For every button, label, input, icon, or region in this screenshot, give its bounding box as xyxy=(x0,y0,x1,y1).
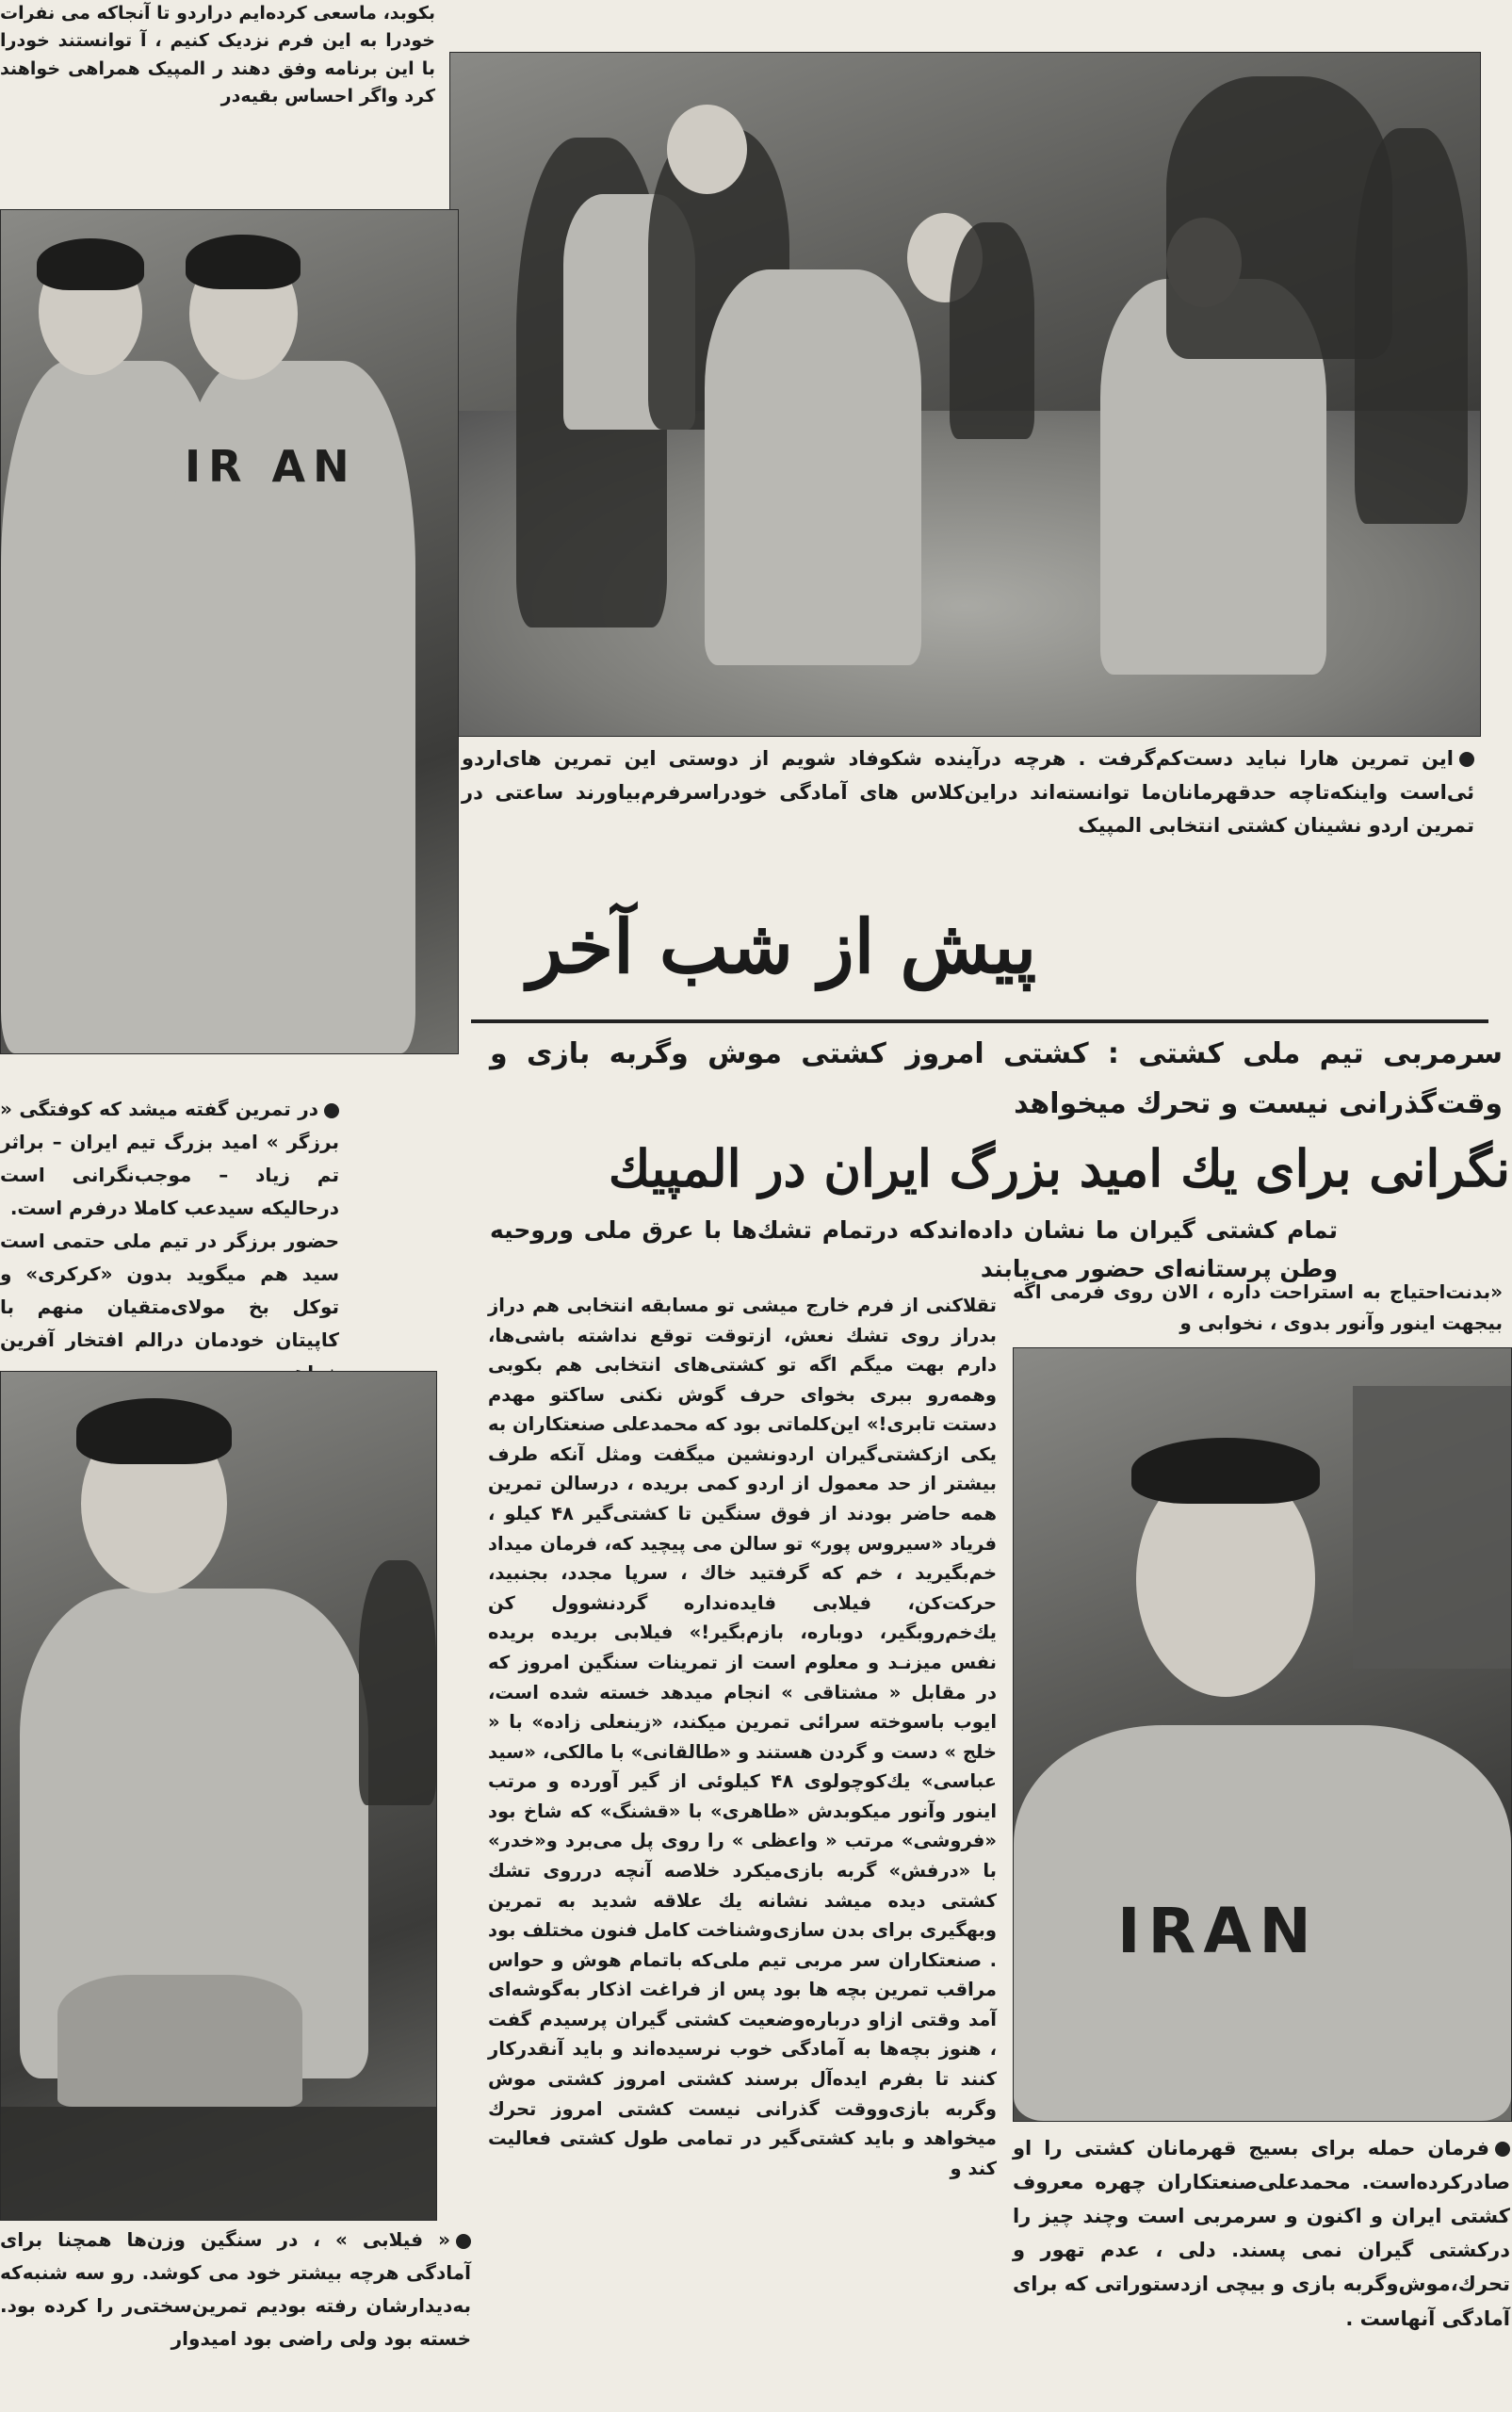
headline-rule xyxy=(471,1019,1488,1023)
photo4-caption xyxy=(1013,2131,1510,2404)
bullet-icon xyxy=(1459,752,1474,767)
bullet-icon xyxy=(324,1103,339,1118)
photo1-caption xyxy=(462,742,1474,846)
headline: پیش از شب آخر xyxy=(527,904,1037,990)
right-column-top: «بدنت‌احتیاج به استراحت داره ، الان روی فرمی اگه بیجهت اینور وآنور بدوی ، نخوابی و xyxy=(1013,1280,1503,1334)
body-column: تقلاکنی از فرم خارج میشی تو مسابقه انتخابی هم دراز بدراز روی تشك نعش، ازتوقت توقع نداشته باشی‌ها، دارم بهت میگم اگه تو کشتی‌های انتخابی هم بکوبی وهمه‌رو ببری بخوای حرف گوش نکنی ساکتو مهدم دستت تابری‌!» این‌کلماتی بود که محمدعلی صنعتکاران به یکی ازکشتی‌گیران اردونشین میگفت ومثل آنکه طرف بیشتر از حد معمول از اردو کمی بریده ، درسالن تمرین همه حاضر بودند از فوق سنگین تا کشتی‌گیر ۴۸ کیلو ، فریاد «سیروس پور» تو سالن می پیچید که، فرمان میداد خم‌بگیرید ، خم که گرفتید خاك ، سرپا مجدد، بجنبید، حرکت‌کن، فیلابی فایده‌نداره گردنشوول کن یك‌خم‌روبگیر، دوباره، بازم‌بگیر!» فیلابی بریده بریده نفس میزنـد و معلوم است از تمرینات سنگین امروز که در مقابل « مشتاقی » انجام میدهد خسته شده است، ایوب باسوخته سرائی تمرین میکند، «زینعلی زاده» با « خلج » دست و گردن هستند و «طالقانی» با مالکی، «سید عباسی» یك‌کوچولوی ۴۸ کیلوئی از گیر آورده و مرتب اینور وآنور میکوبدش «طاهری» با «قشنگ» که شاخ بود «فروشی» مرتب « واعظی » را روی پل می‌برد و«خدر» با «درفش» گربه بازی‌میکرد خلاصه آنچه درروی تشك کشتی دیده میشد نشانه یك علاقه شدید به تمرین وبهگیری برای بدن سازی‌وشناخت کامل فنون مختلف بود . صنعتکاران سر مربی تیم ملی‌که باتمام هوش و حواس مراقب تمرین بچه ها بود پس از فراغت اذکار به‌گوشه‌ای آمد وقتی ازاو درباره‌وضعیت کشتی گیران پرسیدم گفت ، هنوز بچه‌ها به آمادگی خوب نرسیده‌اند و باید آنقدر‌کار کنند تا بفرم‌ ایده‌آل برسند کشتی امروز کشتی موش وگربه بازی‌ووقت گذرانی نیست کشتی امروز تحرك میخواهد و باید کشتی‌گیر در تمامی طول کشتی فعالیت کند و xyxy=(488,1295,997,2179)
photo-head-coach xyxy=(1013,1347,1512,2122)
photo-heavyweight-wrestler xyxy=(0,1371,437,2221)
subhead-coach-quote: سرمربی تیم ملی کشتی : کشتی امروز کشتی موش وگربه بازی و وقت‌گذرانی نیست و تحرك میخواهد xyxy=(490,1037,1503,1120)
photo3-caption-text: « فیلابی » ، در سنگین وزن‌ها همچنا برای آمادگی هرچه بیشتر خود می کوشد. رو سه شنبه‌که به‌دیدارشان رفته بودیم تمرین‌سختی‌ر را کرده بود. خسته بود ولی راضی بود امیدوار xyxy=(0,2228,471,2350)
bullet-icon xyxy=(456,2234,471,2249)
bullet-icon xyxy=(1495,2142,1510,2157)
top-left-paragraph: بکوبد، ماسعی کرده‌ایم دراردو تا آنجاکه می نفرات خودرا به این فرم نزدیک کنیم ، آ توانستند خودرا با این برنامه وفق دهند ر المپیک همراهی خواهند کرد واگر احساس بقیه‌در xyxy=(0,3,435,107)
jacket-text: IRAN xyxy=(1117,1895,1319,1967)
jacket-text: IR AN xyxy=(185,441,357,492)
main-headline: نگرانی برای یك امید بزرگ ایران در المپیك xyxy=(608,1138,1510,1198)
photo-two-wrestlers xyxy=(0,209,459,1054)
photo3-caption xyxy=(0,2224,471,2403)
photo1-caption-text: این تمرین هارا نباید دست‌کم‌گرفت . هرچه درآینده شکوفاد شویم از دوستی این تمرین های‌اردو ئی‌است واینکه‌تاچه حدقهرمانان‌ما توانسته‌اند دراین‌کلاس های آمادگی خودراسرفرم‌بیاورند ساعتی در تمرین اردو نشینان کشتی انتخابی المپیک xyxy=(462,747,1474,838)
left-paragraph: حضور برزگر در تیم ملی حتمی است سید هم میگوید بدون «کرکری» و توکل بخ مولای‌متقیان منهم با کاپیتان خودمان درالم افتخار آفرین xyxy=(0,1230,339,1351)
subhead-patriotism: تمام کشتی گیران ما نشان داده‌اندکه درتمام تشك‌ها با عرق ملی وروحیه وطن پرستانه‌ای حضور می‌یابند xyxy=(490,1216,1338,1283)
photo-wrestling-training xyxy=(449,52,1481,737)
photo2-caption-text: در تمرین گفته میشد که کوفتگی « برزگر » امید بزرگ تیم ایران – براثر تم زیاد – موجب‌نگرانی است درحالیکه سیدعب کاملا درفرم است. xyxy=(0,1098,339,1219)
photo2-caption xyxy=(0,1093,339,1225)
photo4-caption-text: فرمان حمله برای بسیج قهرمانان کشتی را او صادرکرده‌است. محمدعلی‌صنعتکاران چهره معروف کشتی ایران و اکنون و سرمربی است وچند چیز را درکشتی گیران نمی پسند. دلی ، عدم تهور و تحرك،موش‌وگربه بازی و بیچی ازدستوراتی که برای آمادگی آنهاست . xyxy=(1013,2137,1510,2330)
